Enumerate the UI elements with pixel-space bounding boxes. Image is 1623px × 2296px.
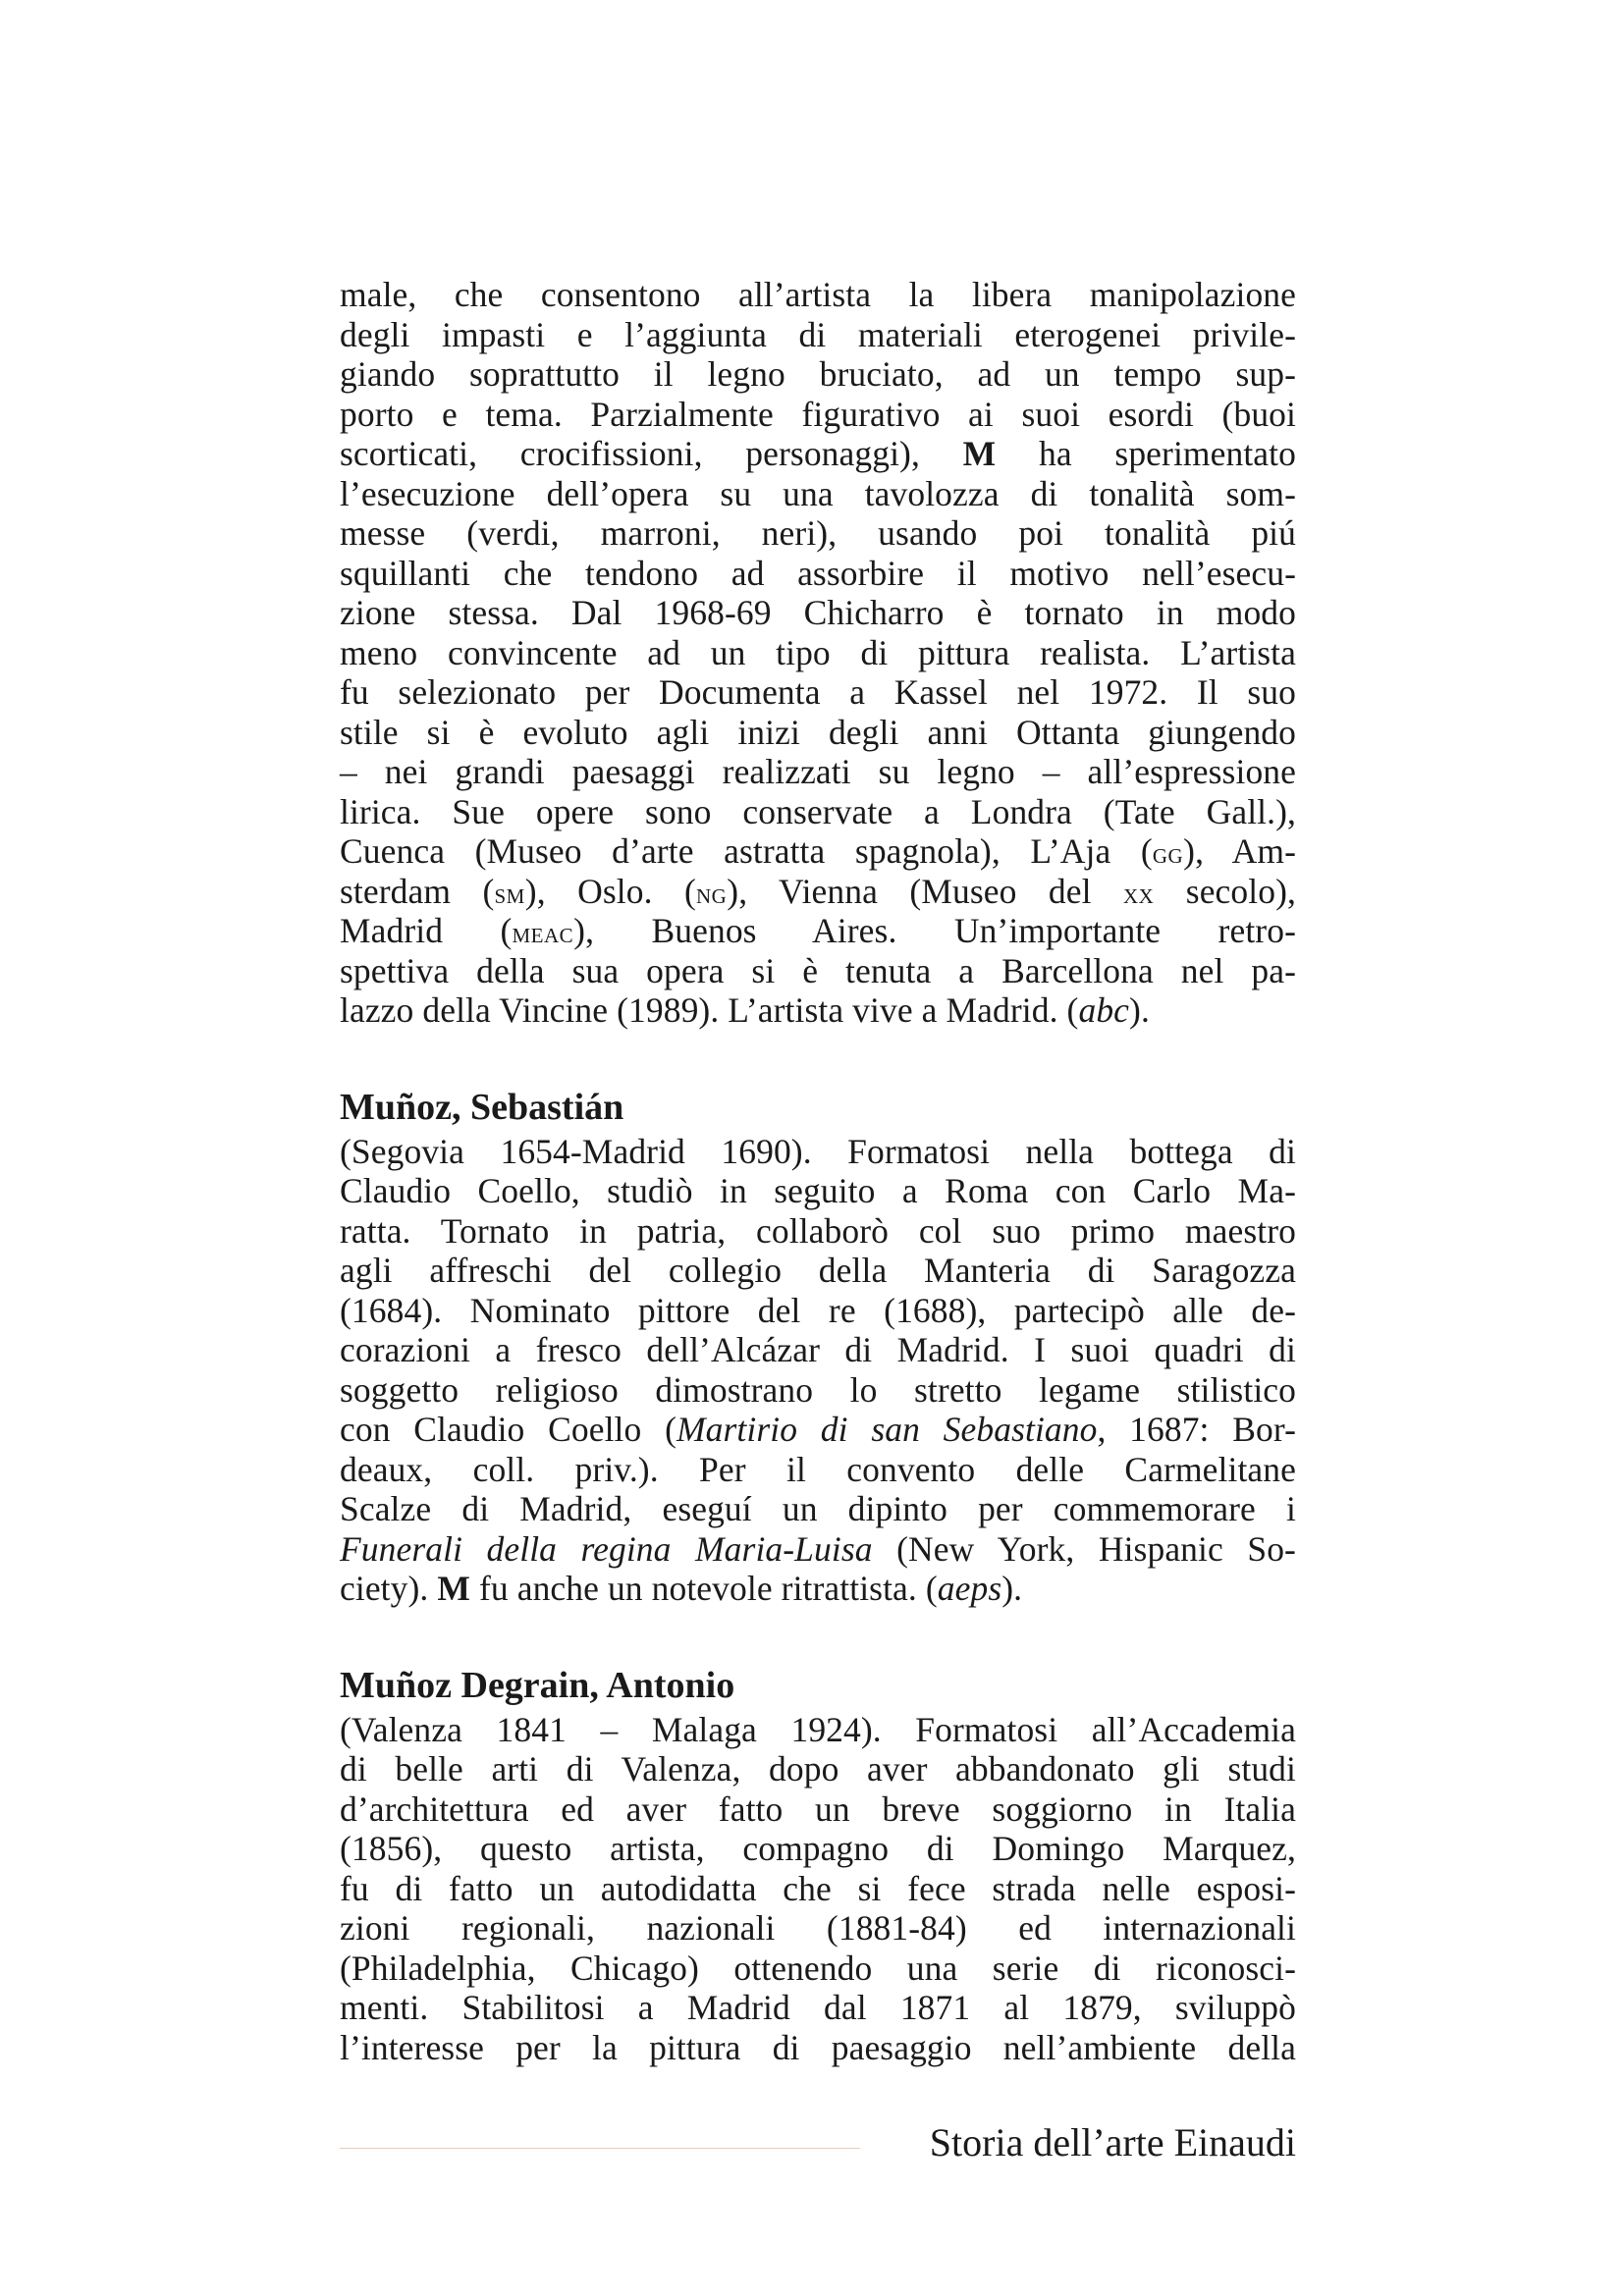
abbrev-sm: sm <box>494 876 525 910</box>
entry-title: Muñoz, Sebastián <box>340 1086 624 1128</box>
text-line: ratta. Tornato in patria, collaborò col suo primo maestro <box>340 1210 1296 1251</box>
text-line: zioni regionali, nazionali (1881-84) ed internazionali <box>340 1908 1296 1948</box>
abbrev-meac: meac <box>512 916 574 949</box>
page-footer <box>340 2110 1296 2169</box>
abbrev-xx: xx <box>1123 876 1155 910</box>
text-line: (Valenza 1841 – Malaga 1924). Formatosi all’Accademia <box>340 1709 1296 1749</box>
text-line: fu selezionato per Documenta a Kassel nel 1972. Il suo <box>340 672 1296 712</box>
text-line: messe (verdi, marroni, neri), usando poi tonalità piú <box>340 513 1296 553</box>
entry-munoz-degrain <box>340 1665 1296 2068</box>
text-line: menti. Stabilitosi a Madrid dal 1871 al 1879, sviluppò <box>340 1988 1296 2027</box>
text-line: spettiva della sua opera si è tenuta a Barcellona nel pa- <box>340 950 1296 990</box>
abbrev-M: M <box>962 434 997 473</box>
abbrev-ng: ng <box>695 876 728 910</box>
text-line: deaux, coll. priv.). Per il convento delle Carmelitane <box>340 1449 1296 1489</box>
text-line: l’esecuzione dell’opera su una tavolozza di tonalità som- <box>340 473 1296 513</box>
text-line: con Claudio Coello (Martirio di san Sebastiano, 1687: Bor- <box>340 1410 1296 1449</box>
text-line: lirica. Sue opere sono conservate a Londra (Tate Gall.), <box>340 791 1296 831</box>
artwork-title: Funerali della regina Maria-Luisa <box>340 1528 873 1569</box>
footer-rule <box>340 2148 860 2149</box>
text-line: stile si è evoluto agli inizi degli anni Ottanta giungendo <box>340 712 1296 752</box>
abbrev-M: M <box>437 1569 470 1608</box>
abbrev-gg: gg <box>1152 836 1184 870</box>
text-line: lazzo della Vincine (1989). L’artista vive a Madrid. (abc). <box>340 990 1150 1030</box>
page-body <box>340 275 1296 2067</box>
text-line: fu di fatto un autodidatta che si fece strada nelle esposi- <box>340 1868 1296 1908</box>
text-line: degli impasti e l’aggiunta di materiali eterogenei privile- <box>340 314 1296 354</box>
text-line: scorticati, crocifissioni, personaggi), M ha sperimentato <box>340 434 1296 473</box>
text-line: Cuenca (Museo d’arte astratta spagnola), L’Aja (gg), Am- <box>340 831 1297 871</box>
footer-title: Storia dell’arte Einaudi <box>929 2120 1296 2164</box>
text-line: di belle arti di Valenza, dopo aver abbandonato gli studi <box>340 1749 1296 1789</box>
entry-munoz-sebastian <box>340 1087 1296 1609</box>
text-line: Madrid (meac), Buenos Aires. Un’importante retro- <box>340 911 1296 950</box>
text-line: d’architettura ed aver fatto un breve soggiorno in Italia <box>340 1789 1296 1829</box>
text-line: (Segovia 1654-Madrid 1690). Formatosi nella bottega di <box>340 1131 1296 1171</box>
text-line: (Philadelphia, Chicago) ottenendo una serie di riconosci- <box>340 1948 1296 1988</box>
text-line: male, che consentono all’artista la libera manipolazione <box>340 275 1296 314</box>
artwork-title: Martirio di san Sebastiano <box>676 1410 1098 1449</box>
author-initials: aeps <box>937 1569 1002 1608</box>
text-line: zione stessa. Dal 1968-69 Chicharro è tornato in modo <box>340 593 1296 632</box>
text-line: corazioni a fresco dell’Alcázar di Madrid. I suoi quadri di <box>340 1330 1296 1369</box>
text-line: Funerali della regina Maria-Luisa (New York, Hispanic So- <box>340 1528 1296 1569</box>
text-line: (1856), questo artista, compagno di Domingo Marquez, <box>340 1829 1296 1868</box>
text-line: – nei grandi paesaggi realizzati su legno – all’espressione <box>340 752 1296 791</box>
text-line: meno convincente ad un tipo di pittura realista. L’artista <box>340 632 1296 672</box>
text-line: (1684). Nominato pittore del re (1688), partecipò alle de- <box>340 1290 1296 1330</box>
intro-paragraph <box>340 275 1296 1031</box>
author-initials: abc <box>1078 990 1130 1030</box>
text-line: sterdam (sm), Oslo. (ng), Vienna (Museo del xx secolo), <box>340 871 1296 911</box>
text-line: Claudio Coello, studiò in seguito a Roma con Carlo Ma- <box>340 1171 1296 1210</box>
text-line: porto e tema. Parzialmente figurativo ai suoi esordi (buoi <box>340 394 1296 434</box>
text-line: agli affreschi del collegio della Manteria di Saragozza <box>340 1251 1296 1290</box>
text-line: squillanti che tendono ad assorbire il motivo nell’esecu- <box>340 553 1296 593</box>
text-line: Scalze di Madrid, eseguí un dipinto per commemorare i <box>340 1489 1296 1528</box>
text-line: giando soprattutto il legno bruciato, ad un tempo sup- <box>340 354 1296 394</box>
text-line: l’interesse per la pittura di paesaggio nell’ambiente della <box>340 2027 1296 2067</box>
entry-title: Muñoz Degrain, Antonio <box>340 1664 735 1706</box>
text-line: ciety). M fu anche un notevole ritrattista. (aeps). <box>340 1569 1023 1608</box>
text-line: soggetto religioso dimostrano lo stretto legame stilistico <box>340 1369 1296 1410</box>
